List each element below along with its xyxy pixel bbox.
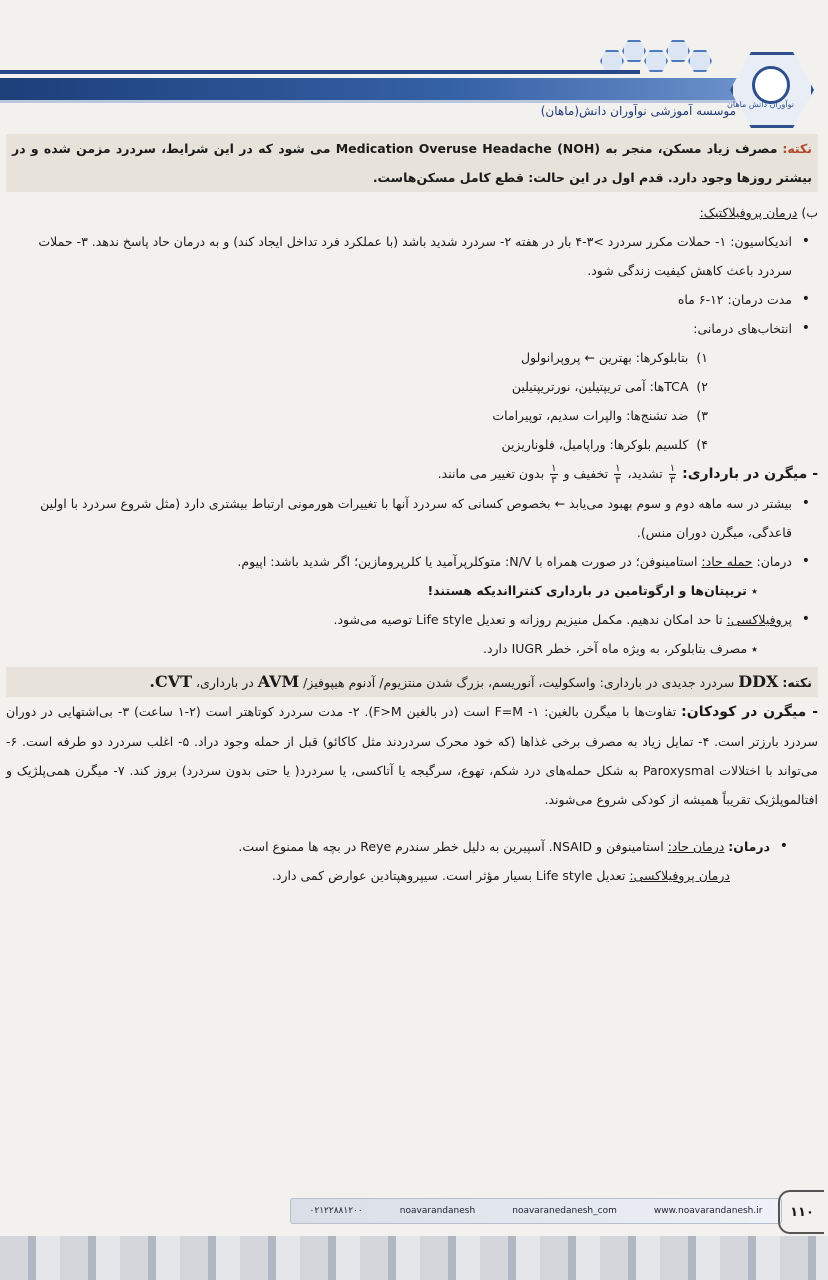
note-moh — [6, 134, 818, 192]
list-item: • انتخاب‌های درمانی: — [6, 314, 792, 343]
main-content — [6, 134, 818, 890]
children-prophylaxis: درمان پروفیلاکسی: تعدیل Life style بسیار مؤثر است. سیپروهپتادین عوارض کمی دارد. — [271, 868, 730, 883]
fraction: $\frac{۱}{۳}$ — [615, 463, 621, 486]
list-item: • بیشتر در سه ماهه دوم و سوم بهبود می‌یابد ← بخصوص کسانی که سردرد آنها با تغییرات هورمونی ارتباط بیشتری دارد (مثل شروع سردرد با اولین قاعدگی، میگرن دوران منس). — [6, 489, 792, 547]
pregnancy-title: - میگرن در بارداری: $\frac{۱}{۳}$ تشدید، $\frac{۱}{۳}$ تخفیف و $\frac{۱}{۳}$ بدون تغییر می مانند. — [437, 463, 818, 486]
footer-contact-bar — [290, 1198, 782, 1224]
hexagon-decoration — [600, 40, 720, 80]
website-link[interactable]: www.noavarandanesh.ir — [653, 1206, 763, 1216]
fraction: $\frac{۱}{۳}$ — [669, 463, 676, 486]
children-treatment — [6, 832, 818, 861]
list-item: • درمان: درمان حاد: استامینوفن و NSAID. آسپیرین به دلیل خطر سندرم Reye در بچه ها ممنوع است. — [6, 832, 770, 861]
triptan-warning: ٭ تریپتان‌ها و ارگوتامین در بارداری کنترااندیکه هستند! — [427, 583, 758, 598]
institute-name: موسسه آموزشی نوآوران دانش(ماهان) — [540, 104, 736, 118]
bottom-decoration — [0, 1236, 828, 1280]
logo-text: نوآوران دانش ماهان — [727, 100, 794, 109]
list-item: • اندیکاسیون: ۱- حملات مکرر سردرد >۳-۴ بار در هفته ۲- سردرد شدید باشد (با عملکرد فرد تداخل ایجاد کند) و به درمان حاد پاسخ ندهد. ۳- حملات سردرد باعث کاهش کیفیت زندگی شود. — [6, 227, 792, 285]
list-item: ۴) کلسیم بلوکرها: وراپامیل، فلوناریزین — [501, 437, 708, 452]
header-band — [0, 78, 760, 103]
header-line — [0, 70, 640, 74]
note-text: مصرف زیاد مسکن، منجر به (NOH) Medication Overuse Headache می شود که در این شرایط، سردرد مزمن شده و در بیشتر روزها وجود دارد. قدم اول در این حالت: قطع کامل مسکن‌هاست. — [12, 141, 812, 185]
children-section: - میگرن در کودکان: تفاوت‌ها با میگرن بالغین: ۱- F=M است (در بالغین F>M). ۲- مدت سردرد کوتاهتر است (۲-۱ ساعت) ۳- بی‌اشتهایی در دوران سردرد بارزتر است. ۴- تمایل زیاد به مصرف برخی غذاها (که خود محرک سردردند مثل کاکائو) قبل از حمله وجود دراد. ۵- اغلب سردرد دو طرفه است. ۶- می‌تواند با اختلالات Paroxysmal به شکل حمله‌های درد شکم، تهوع، سرگیجه یا آتاکسی، یا سردرد( یا حتی بدون سردرد) بروز کند. ۷- میگرن همی‌پلژیک و افتالموپلژیک تقریباً همیشه از کودکی شروع می‌شوند. — [6, 704, 819, 807]
list-item: • پروفیلاکسی: تا حد امکان ندهیم. مکمل منیزیم روزانه و تعدیل Life style توصیه می‌شود. — [6, 605, 792, 634]
note-ddx: نکته: DDX سردرد جدیدی در بارداری: واسکولیت، آنوریسم، بزرگ شدن منتزیوم/ آدنوم هیپوفیز/ AVM در بارداری، CVT. — [6, 667, 818, 697]
note-label: نکته: — [782, 141, 812, 156]
list-item: ۳) ضد تشنج‌ها: والپرات سدیم، توپیرامات — [492, 408, 708, 423]
pregnancy-list — [6, 489, 818, 576]
page-number: ۱۱۰ — [778, 1190, 824, 1234]
prophylaxis-list — [6, 227, 818, 343]
list-item: ۱) بتابلوکرها: بهترین ← پروپرانولول — [520, 350, 708, 365]
section-prefix: ب) — [801, 205, 818, 220]
phone-number: ۰۲۱۲۲۸۸۱۲۰۰ — [309, 1206, 363, 1216]
telegram-handle[interactable]: noavaranedanesh_com — [512, 1206, 617, 1216]
list-item: ۲) TCAها: آمی تریپتیلین، نورتریپتیلین — [511, 379, 708, 394]
list-item: • درمان: حمله حاد: استامینوفن؛ در صورت همراه با N/V: متوکلرپرآمید یا کلرپرومازین؛ اگر شدید باشد: اپیوم. — [6, 547, 792, 576]
logo-emblem-icon — [752, 66, 790, 104]
betablocker-warning: ٭ مصرف بتابلوکر، به ویژه ماه آخر، خطر IUGR دارد. — [482, 641, 758, 656]
instagram-handle[interactable]: noavarandanesh — [399, 1206, 476, 1216]
section-title: درمان پروفیلاکتیک: — [699, 205, 798, 220]
list-item: • مدت درمان: ۱۲-۶ ماه — [6, 285, 792, 314]
treatment-options — [6, 343, 818, 459]
fraction: $\frac{۱}{۳}$ — [551, 463, 557, 486]
pregnancy-list-2 — [6, 605, 818, 634]
section-prophylaxis-title — [6, 198, 818, 227]
